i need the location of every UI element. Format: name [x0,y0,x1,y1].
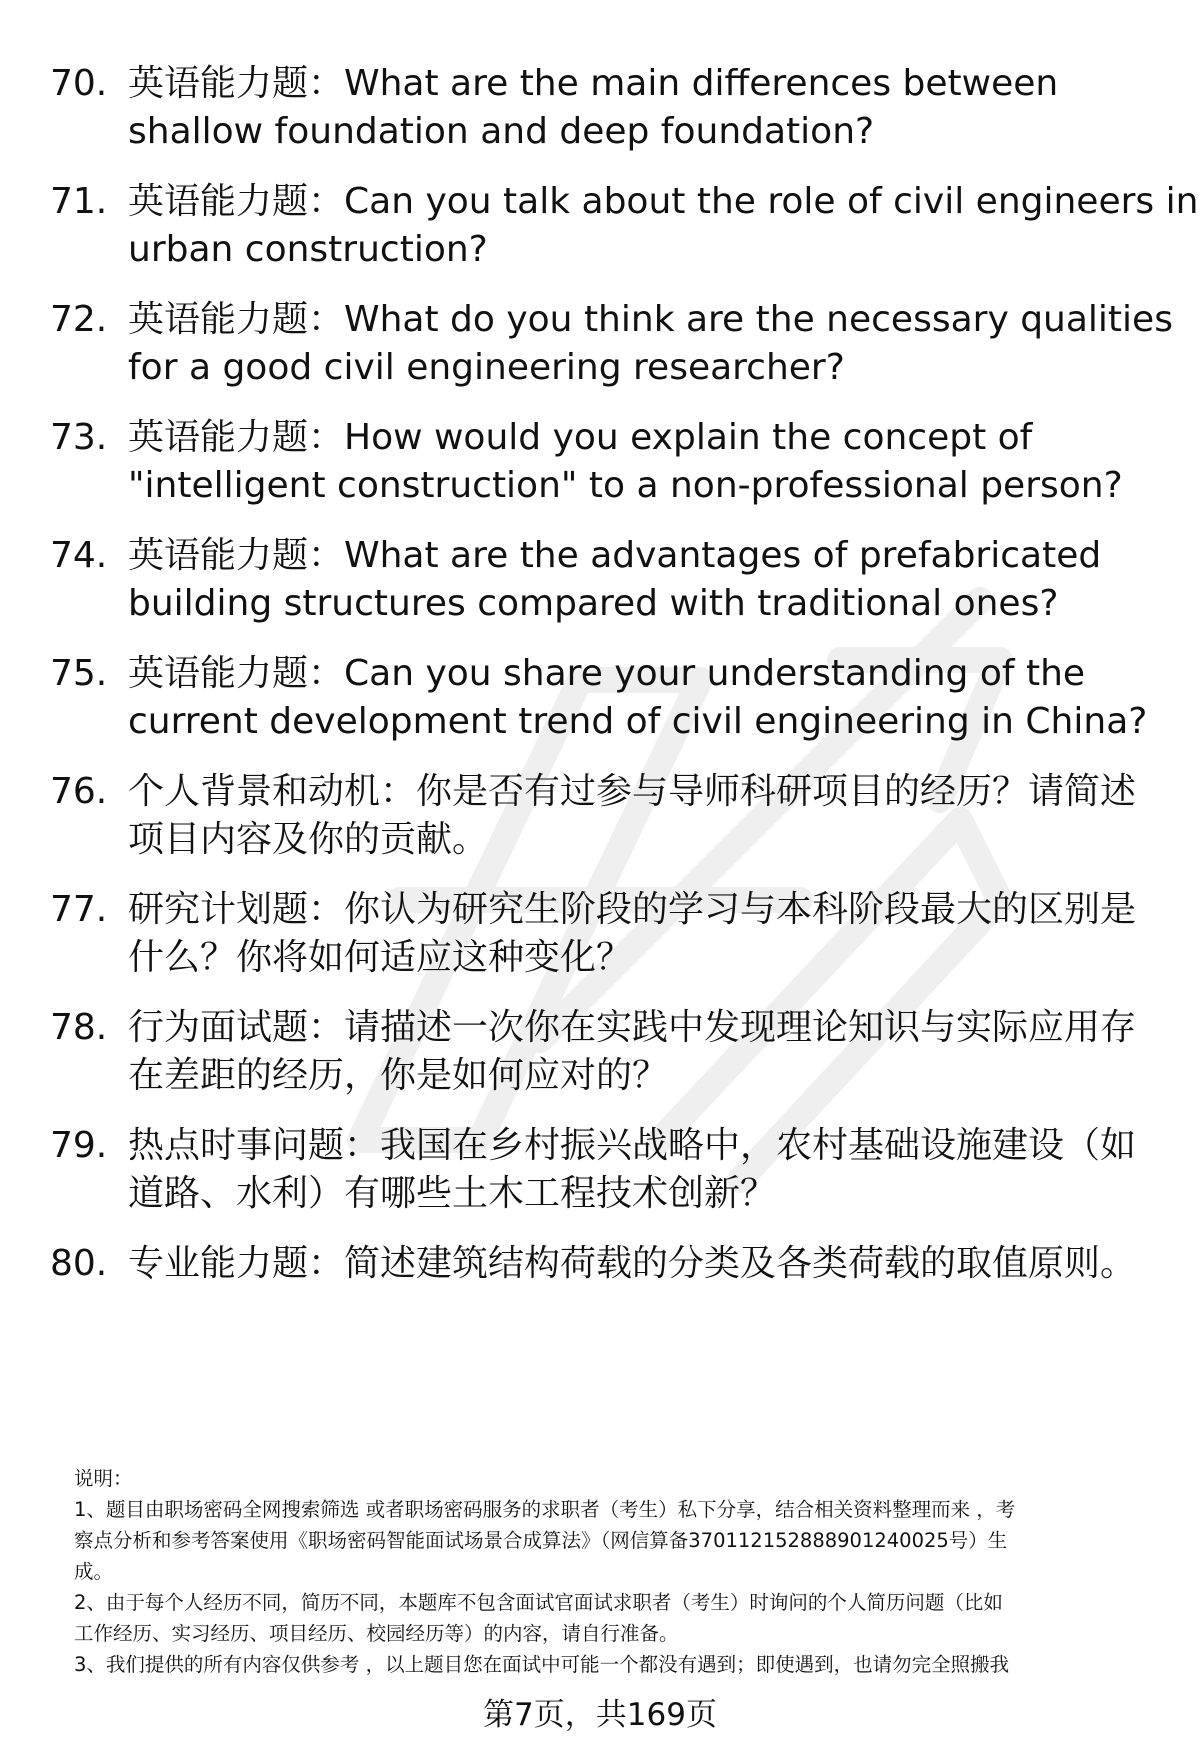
question-line: shallow foundation and deep foundation? [128,111,875,152]
notes-line: 2、由于每个人经历不同，简历不同，本题库不包含面试官面试求职者（考生）时询问的个人简历问题（比如 [74,1591,1003,1614]
question-line: "intelligent construction" to a non-professional person? [128,465,1123,506]
notes-line: 成。 [74,1560,114,1583]
question-number: 79. [50,1125,108,1166]
question-line: 英语能力题：Can you share your understanding of the [128,653,1086,694]
question-text [128,1240,1168,1288]
question-line: for a good civil engineering researcher? [128,347,845,388]
question-line: 在差距的经历，你是如何应对的？ [128,1055,669,1096]
question-line: 英语能力题：Can you talk about the role of civil engineers in [128,181,1199,222]
question-line: 什么？你将如何适应这种变化？ [128,937,633,978]
question-text [128,178,1199,274]
question-line: 热点时事问题：我国在乡村振兴战略中，农村基础设施建设（如 [128,1125,1137,1166]
question-text [128,886,1168,982]
question-line: 个人背景和动机：你是否有过参与导师科研项目的经历？请简述 [128,771,1137,812]
question-number: 78. [50,1007,108,1048]
question-number: 71. [50,181,108,222]
question-line: 行为面试题：请描述一次你在实践中发现理论知识与实际应用存 [128,1007,1137,1048]
question-text [128,532,1168,628]
question-line: 项目内容及你的贡献。 [128,819,489,860]
notes-line: 1、题目由职场密码全网搜索筛选 或者职场密码服务的求职者（考生）私下分享，结合相关资料整理而来 ，考 [74,1498,1016,1521]
notes-title: 说明： [74,1467,133,1490]
question-number: 77. [50,889,108,930]
question-text [128,296,1173,392]
question-number: 76. [50,771,108,812]
question-line: 英语能力题：What are the main differences between [128,63,1059,104]
question-line: building structures compared with traditional ones? [128,583,1059,624]
question-line: 英语能力题：What are the advantages of prefabricated [128,535,1102,576]
question-line: 英语能力题：What do you think are the necessary qualities [128,299,1173,340]
question-line: 专业能力题：简述建筑结构荷载的分类及各类荷载的取值原则。 [128,1243,1137,1284]
notes-line: 工作经历、实习经历、项目经历、校园经历等）的内容，请自行准备。 [74,1622,679,1645]
question-number: 72. [50,299,108,340]
notes-section [74,1463,1154,1680]
question-text [128,650,1168,746]
question-line: urban construction? [128,229,488,270]
question-number: 73. [50,417,108,458]
question-text [128,1122,1168,1218]
page-number-footer: 第7页，共169页 [483,1697,717,1733]
question-number: 80. [50,1243,108,1284]
question-number: 74. [50,535,108,576]
question-line: 道路、水利）有哪些土木工程技术创新？ [128,1173,777,1214]
question-line: current development trend of civil engineering in China? [128,701,1148,742]
question-text [128,768,1168,864]
question-text [128,414,1168,510]
notes-line: 察点分析和参考答案使用《职场密码智能面试场景合成算法》（网信算备370112152888901240025号）生 [74,1529,1008,1552]
question-number: 70. [50,63,108,104]
question-text [128,1004,1168,1100]
notes-line: 3、我们提供的所有内容仅供参考 ，以上题目您在面试中可能一个都没有遇到；即使遇到，也请勿完全照搬我 [74,1653,1010,1676]
question-number: 75. [50,653,108,694]
question-line: 研究计划题：你认为研究生阶段的学习与本科阶段最大的区别是 [128,889,1137,930]
question-line: 英语能力题：How would you explain the concept of [128,417,1033,458]
question-text [128,60,1168,156]
